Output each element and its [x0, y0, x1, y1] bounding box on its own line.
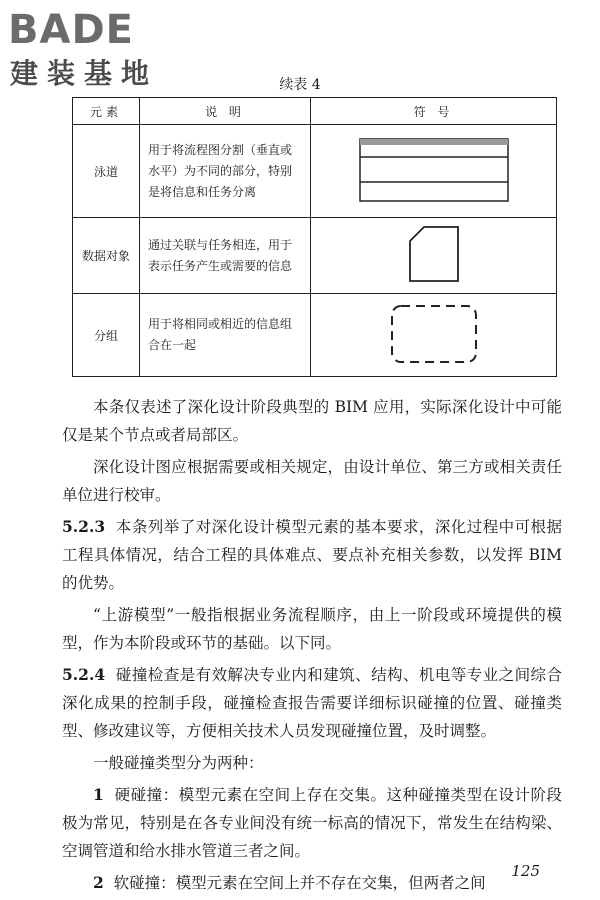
logo-wordmark: BADE [8, 7, 134, 53]
paragraph-text: 硬碰撞：模型元素在空间上存在交集。这种碰撞类型在设计阶段极为常见，特别是在各专业间没有统一标高的情况下，常发生在结构梁、空调管道和给水排水管道三者之间。 [62, 786, 562, 860]
swimlane-symbol-icon [359, 138, 509, 202]
paragraph: 一般碰撞类型分为两种： [93, 754, 264, 772]
list-number: 1 [93, 785, 104, 804]
paragraph [62, 869, 562, 897]
description-text: 通过关联与任务相连，用于表示任务产生或需要的信息 [148, 237, 293, 273]
header-description: 说 明 [140, 98, 311, 125]
paragraph [62, 513, 562, 597]
table-row [73, 218, 557, 294]
clause-number: 5.2.3 [62, 517, 106, 536]
paragraph-text: 软碰撞：模型元素在空间上并不存在交集，但两者之间 [113, 874, 486, 892]
paragraph: 深化设计图应根据需要或相关规定，由设计单位、第三方或相关责任单位进行校审。 [62, 458, 562, 504]
element-cell: 泳道 [73, 125, 140, 218]
symbol-cell [311, 125, 557, 218]
group-symbol-icon [390, 304, 478, 364]
clause-number: 5.2.4 [62, 665, 106, 684]
table-row [73, 294, 557, 377]
paragraph: “上游模型”一般指根据业务流程顺序，由上一阶段或环境提供的模型，作为本阶段或环节的基础。以下同。 [62, 606, 562, 652]
table-caption: 续表 4 [279, 77, 321, 93]
description-text: 用于将流程图分割（垂直或水平）为不同的部分，特别是将信息和任务分离 [148, 142, 293, 199]
paragraph: 本条仅表述了深化设计阶段典型的 BIM 应用，实际深化设计中可能仅是某个节点或者局部区。 [62, 398, 562, 444]
description-text: 用于将相同或相近的信息组合在一起 [148, 317, 293, 352]
paragraph-text: 本条列举了对深化设计模型元素的基本要求，深化过程中可根据工程具体情况，结合工程的具体难点、要点补充相关参数，以发挥 BIM 的优势。 [62, 518, 562, 592]
page-number: 125 [511, 862, 540, 880]
table-header-row [73, 98, 557, 125]
data-object-symbol-icon [408, 225, 460, 283]
paragraph-text: 碰撞检查是有效解决专业内和建筑、结构、机电等专业之间综合深化成果的控制手段，碰撞检查报告需要详细标识碰撞的位置、碰撞类型、修改建议等，方便相关技术人员发现碰撞位置，及时调整。 [62, 666, 562, 740]
element-cell: 数据对象 [73, 218, 140, 294]
list-number: 2 [93, 873, 104, 892]
symbol-cell [311, 218, 557, 294]
element-cell: 分组 [73, 294, 140, 377]
description-cell [140, 294, 311, 377]
table-row [73, 125, 557, 218]
symbol-table [72, 97, 557, 377]
description-cell [140, 125, 311, 218]
header-symbol: 符 号 [311, 98, 557, 125]
paragraph [62, 661, 562, 745]
body-text [62, 393, 562, 897]
symbol-cell [311, 294, 557, 377]
header-element: 元素 [73, 98, 140, 125]
paragraph [62, 781, 562, 865]
description-cell [140, 218, 311, 294]
logo-chinese-text: 建装基地 [10, 57, 159, 90]
